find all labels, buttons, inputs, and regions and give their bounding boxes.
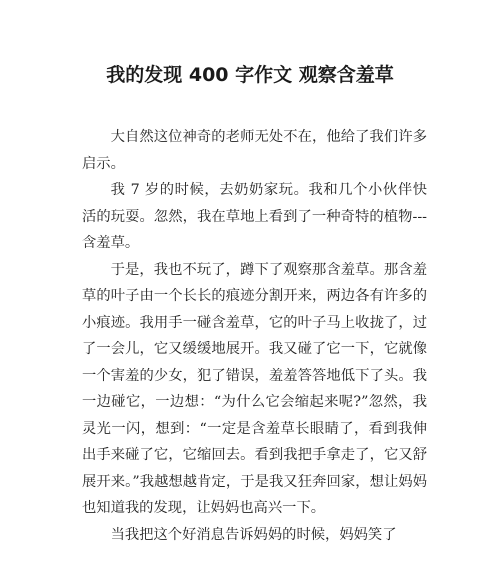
paragraph-1: 大自然这位神奇的老师无处不在，他给了我们许多启示。 — [82, 129, 427, 172]
paragraph-4: 当我把这个好消息告诉妈妈的时候，妈妈笑了 — [110, 526, 397, 543]
paragraph-3: 于是，我也不玩了，蹲下了观察那含羞草。那含羞草的叶子由一个长长的痕迹分割开来，两边各有许多的小痕迹。我用手一碰含羞草，它的叶子马上收拢了，过了一会儿，它又缓缓地展开。我又碰了它一下，它就像一个害羞的少女，犯了错误，羞羞答答地低下了头。我一边碰它，一边想：“为什么它会缩起来呢?”忽然，我灵光一闪，想到：“一定是含羞草长眼睛了，看到我伸出手来碰了它，它缩回去。看到我把手拿走了，它又舒展开来。”我越想越肯定，于是我又狂奔回家，想让妈妈也知道我的发现，让妈妈也高兴一下。 — [82, 261, 427, 516]
paragraph-2: 我 7 岁的时候，去奶奶家玩。我和几个小伙伴快活的玩耍。忽然，我在草地上看到了一种奇特的植物---含羞草。 — [82, 182, 427, 251]
document-title: 我的发现 400 字作文 观察含羞草 — [106, 64, 394, 86]
document-body — [82, 124, 427, 548]
